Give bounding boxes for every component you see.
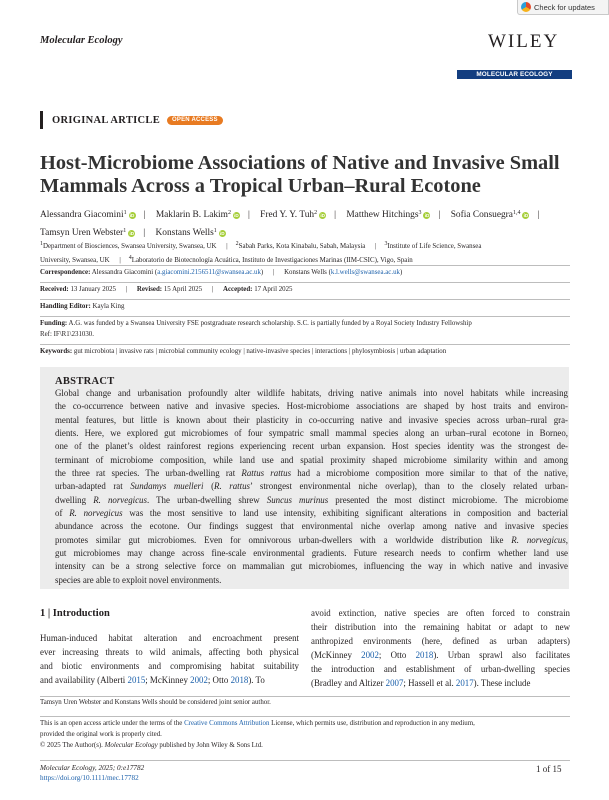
divider xyxy=(40,696,570,697)
divider xyxy=(40,716,570,717)
text-line: and biotic environments and compromising habitat suitability xyxy=(40,660,299,671)
text-line: one of the planet’s oldest rainforest regions experiencing recent urban expansion. Host species identity was the strongest de- xyxy=(55,441,568,452)
author-name[interactable]: Tamsyn Uren Webster$^1$ iD xyxy=(40,228,135,238)
handling-editor: Handling Editor: Kayla King xyxy=(40,303,125,310)
orcid-icon[interactable]: iD xyxy=(234,213,239,218)
author-name[interactable]: Fred Y. Y. Tuh$^2$ iD xyxy=(260,210,325,220)
affiliation-marker: 1,4 xyxy=(512,210,521,216)
author-separator: | xyxy=(334,210,336,220)
section-heading: 1 | Introduction xyxy=(40,608,110,619)
orcid-icon[interactable]: iD xyxy=(320,213,325,218)
intro-right-column xyxy=(311,607,570,690)
open-access-badge[interactable]: OPEN ACCESS xyxy=(167,116,223,125)
orcid-icon[interactable]: iD xyxy=(424,213,430,218)
license-note: This is an open access article under the terms of the Creative Commons Attribution License, which permits use, distribution and reproduction in any medium, provided the original work is properly cited. xyxy=(40,720,475,738)
text-line: abundance across the ecotone. Our findings suggest that environmental niche overlap among native and invasive species xyxy=(55,521,568,532)
orcid-icon[interactable]: iD xyxy=(129,231,135,236)
text-line: the introduction and establishment of urban-dwelling species xyxy=(311,663,570,674)
affiliation-3-cont: University, Swansea, UK xyxy=(40,256,110,264)
text-line: avoid extinction, native species are often forced to constrain xyxy=(311,608,570,618)
author-separator: | xyxy=(247,210,250,220)
divider xyxy=(40,344,570,345)
abstract-text xyxy=(55,387,568,587)
text-line: terminant of microbiome composition, while land use and spatial proximity shaped microbiome similarity within and among xyxy=(55,454,568,465)
funding: Funding: A.G. was funded by a Swansea University FSE postgraduate research scholarship. S.C. is partially funded by a Royal Society Industry Fellowship Ref: IF\R1\231030. xyxy=(40,320,472,338)
abstract-heading: ABSTRACT xyxy=(55,376,115,387)
license-link[interactable]: Creative Commons Attribution xyxy=(184,720,270,727)
copyright: © 2025 The Author(s). Molecular Ecology published by John Wiley & Sons Ltd. xyxy=(40,742,263,749)
author-separator: | xyxy=(537,210,540,220)
text-line: of R. norvegicus was the most sensitive to land use intensity, exhibiting significant alterations in composition and bacterial xyxy=(55,508,569,519)
author-separator: | xyxy=(438,210,441,220)
affiliation-marker: 1 xyxy=(123,210,127,216)
joint-author-note: Tamsyn Uren Webster and Konstans Wells should be considered joint senior author. xyxy=(40,699,271,706)
orcid-icon[interactable]: iD xyxy=(129,213,135,218)
author-separator: | xyxy=(143,228,146,238)
journal-banner: MOLECULAR ECOLOGY xyxy=(457,70,572,79)
affiliation-3: Institute of Life Science, Swansea xyxy=(387,243,482,250)
author-name[interactable]: Matthew Hitchings$^3$ iD xyxy=(346,210,430,220)
divider xyxy=(40,282,570,283)
author-name[interactable]: Konstans Wells$^1$ iD xyxy=(155,228,225,238)
text-line: dwelling R. norvegicus. The urban-dwelling shrew Suncus murinus presented the most distinct microbiome. The microbiome xyxy=(55,494,568,505)
journal-name: Molecular Ecology xyxy=(40,35,123,46)
crossmark-icon xyxy=(521,2,531,12)
text-line: the three rat species. The urban-dwelling rat Rattus rattus had a microbiome composition more similar to that of the native, xyxy=(55,468,568,479)
orcid-icon[interactable]: iD xyxy=(523,213,529,218)
text-line: urban-adapted rat Sundamys muelleri (R. rattus’ strongest environmental niche overlap), than to the closely related urban- xyxy=(55,481,569,492)
author-name[interactable]: Alessandra Giacomini$^1$ iD xyxy=(40,210,135,220)
text-line: Global change and urbanisation profoundly alter wildlife habitats, driving native animals into novel habitats while increasing xyxy=(55,388,568,398)
affiliation-4: Laboratorio de Biotecnología Acuática, Instituto de Investigaciones Marinas (IIM-CSIC), Vigo, Spain xyxy=(131,256,413,264)
divider xyxy=(40,265,570,266)
email-link-1[interactable]: a.giacomini.2156511@swansea.ac.uk xyxy=(157,269,261,276)
text-line: (Bradley and Altizer 2007; Hassell et al. 2017). These include xyxy=(311,677,531,688)
divider xyxy=(40,299,570,300)
affiliation-marker: 1 xyxy=(213,228,217,234)
affiliations: $^1$Department of Biosciences, Swansea University, Swansea, UK | $^2$Sabah Parks, Kota Kinabalu, Sabah, Malaysia | $^3$Institute of Life Science, Swansea University, Swansea, UK | $^4$Laboratorio de Biotecnología Acuática, Instituto de Investigaciones Marinas (IIM-CSIC), Vigo, Spain xyxy=(40,241,482,264)
author-list xyxy=(40,205,580,241)
text-line: anthropized environments (here, defined as urban adapters) xyxy=(311,635,570,646)
affiliation-marker: 2 xyxy=(314,210,318,216)
footer-citation: Molecular Ecology, 2025; 0:e17782 xyxy=(40,764,145,772)
affiliation-2: Sabah Parks, Kota Kinabalu, Sabah, Malaysia xyxy=(238,243,366,250)
text-line: the co-occurrence between native and invasive species. Host-microbiome associations are shaped by host traits and environ- xyxy=(55,401,568,412)
affiliation-marker: 2 xyxy=(227,210,231,216)
affiliation-1: Department of Biosciences, Swansea University, Swansea, UK xyxy=(43,243,217,250)
text-line: dients. Here, we explored gut microbiomes of four sympatric small mammal species along an urban–rural ecotone in Borneo, xyxy=(55,428,568,439)
correspondence: Correspondence: Alessandra Giacomini (a.giacomini.2156511@swansea.ac.uk) | Konstans Wells (k.l.wells@swansea.ac.uk) xyxy=(40,269,403,276)
author-separator: | xyxy=(143,210,146,220)
affiliation-marker: 3 xyxy=(418,210,422,216)
text-line: gut microbiomes may change across fine-scale environmental gradients. Future research needs to confirm whether land use xyxy=(55,548,568,559)
article-type-row xyxy=(40,111,223,129)
check-for-updates-button[interactable] xyxy=(517,0,609,15)
article-type-bar xyxy=(40,111,43,129)
text-line: intensity can be a strong selective force on mammalian gut microbiomes, influencing the way in which native and invasive xyxy=(55,561,568,572)
article-type: ORIGINAL ARTICLE xyxy=(52,114,161,126)
orcid-icon[interactable]: iD xyxy=(219,231,225,236)
author-name[interactable]: Sofia Consuegra$^{1,4}$ iD xyxy=(450,210,529,220)
text-line: (McKinney 2002; Otto 2018). Urban sprawl also facilitates xyxy=(311,649,570,660)
text-line: and availability (Alberti 2015; McKinney 2002; Otto 2018). To xyxy=(40,674,265,685)
author-name[interactable]: Maklarin B. Lakim$^2$ iD xyxy=(155,210,239,220)
divider xyxy=(40,760,570,761)
intro-left-column xyxy=(40,632,299,688)
doi-link[interactable]: https://doi.org/10.1111/mec.17782 xyxy=(40,774,139,782)
text-line: mental features, but little is known about their plasticity in co-occurring native and invasive species across urban–rural gra- xyxy=(55,414,568,425)
text-line: promotes similar gut microbiomes. Even for omnivorous urban-dwellers with a worldwide distribution like R. norvegicus, xyxy=(55,534,568,545)
article-title: Host-Microbiome Associations of Native and Invasive Small Mammals Across a Tropical Urban–Rural Ecotone xyxy=(40,152,560,197)
keywords: Keywords: gut microbiota | invasive rats | microbial community ecology | native-invasive species | interactions | phylosymbiosis | urban adaptation xyxy=(40,348,447,355)
article-dates: Received: 13 January 2025 | Revised: 15 April 2025 | Accepted: 17 April 2025 xyxy=(40,286,293,293)
text-line: their distribution into the remaining habitat or adapt to new xyxy=(311,621,570,632)
text-line: species are able to exploit novel environments. xyxy=(55,574,222,585)
affiliation-marker: 1 xyxy=(123,228,127,234)
email-link-2[interactable]: k.l.wells@swansea.ac.uk xyxy=(330,269,400,276)
divider xyxy=(40,316,570,317)
publisher-logo: WILEY xyxy=(488,31,560,52)
check-for-updates-label: Check for updates xyxy=(534,2,595,12)
text-line: ever increasing threats to wild animals, affecting both physical xyxy=(40,646,299,657)
page-number: 1 of 15 xyxy=(536,764,562,774)
text-line: Human-induced habitat alteration and encroachment present xyxy=(40,633,299,643)
